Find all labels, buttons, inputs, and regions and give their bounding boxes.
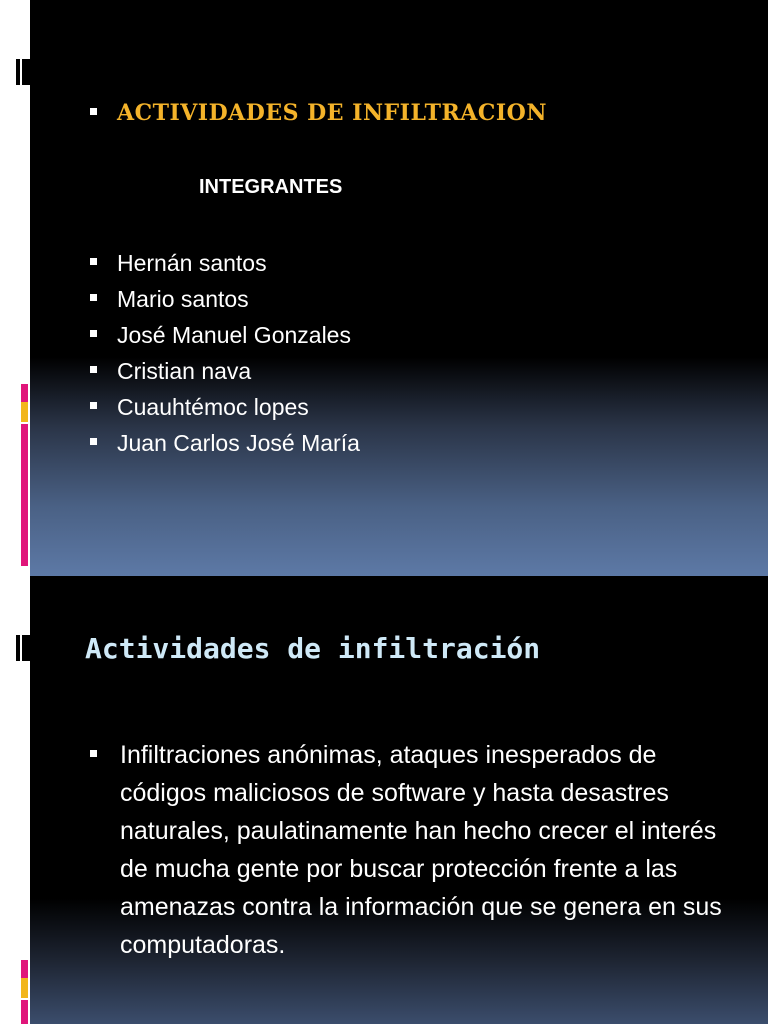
body-paragraph (90, 736, 740, 964)
corner-decoration (16, 59, 30, 85)
bullet-icon (90, 258, 97, 265)
slide-title-text: ACTIVIDADES DE INFILTRACION (117, 100, 547, 126)
bullet-icon (90, 294, 97, 301)
bullet-icon (90, 750, 97, 757)
slide-title (90, 100, 547, 126)
bullet-icon (90, 366, 97, 373)
list-item (90, 389, 360, 425)
bullet-icon (90, 108, 97, 115)
bullet-icon (90, 402, 97, 409)
list-item (90, 281, 360, 317)
accent-bar-pink (21, 1000, 28, 1024)
accent-bar-pink (21, 960, 28, 978)
accent-bar-yellow (21, 978, 28, 998)
accent-bar-pink (21, 384, 28, 402)
slide-2 (0, 576, 768, 1024)
slide-title: Actividades de infiltración (85, 632, 541, 665)
members-list (90, 245, 360, 461)
accent-bar-yellow (21, 402, 28, 422)
accent-bar-pink (21, 424, 28, 566)
member-name: Mario santos (117, 286, 249, 312)
corner-decoration (16, 635, 30, 661)
member-name: José Manuel Gonzales (117, 322, 351, 348)
paragraph-text: Infiltraciones anónimas, ataques inesperados de códigos maliciosos de software y hasta desastres naturales, paulatinamente han hecho crecer el interés de mucha gente por buscar protección frente a las amenazas contra la información que se genera en sus computadoras. (120, 741, 722, 959)
list-item (90, 245, 360, 281)
member-name: Cuauhtémoc lopes (117, 394, 309, 420)
list-item (90, 317, 360, 353)
member-name: Cristian nava (117, 358, 252, 384)
member-name: Hernán santos (117, 250, 267, 276)
members-heading: INTEGRANTES (199, 176, 343, 198)
list-item (90, 425, 360, 461)
list-item (90, 353, 360, 389)
member-name: Juan Carlos José María (117, 430, 360, 456)
bullet-icon (90, 330, 97, 337)
bullet-icon (90, 438, 97, 445)
